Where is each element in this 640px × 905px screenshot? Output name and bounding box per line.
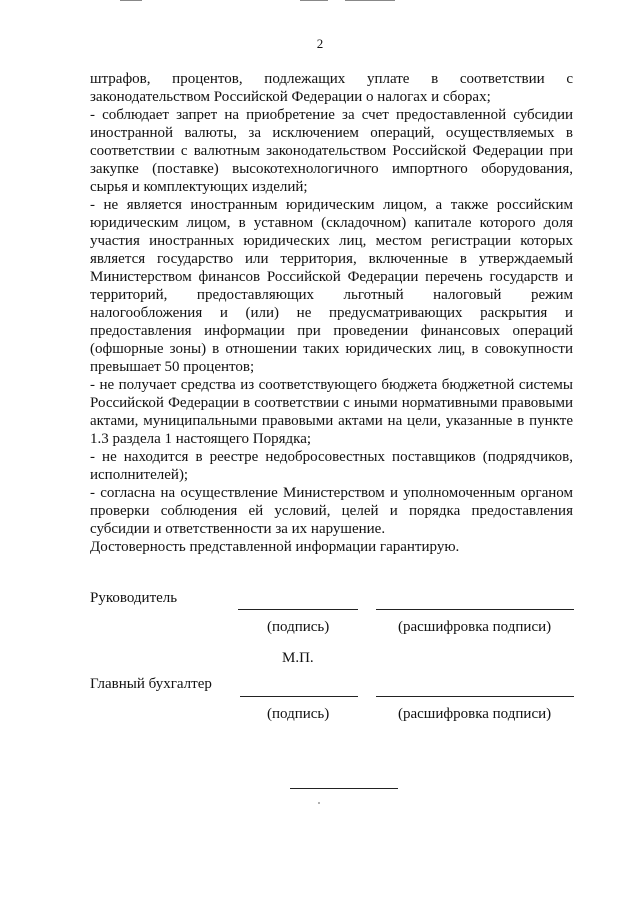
scan-artifact [120,0,142,1]
scan-artifact [345,0,395,1]
scan-artifact [318,802,320,804]
head-signature-line [238,609,358,610]
paragraph: - соблюдает запрет на приобретение за счет предоставленной субсидии иностранной валюты, за исключением операций, осуществляемых в соответствии с валютным законодательством Российской Федерации при закупке (поставке) высокотехнологичного импортного оборудования, сырья и комплектующих изделий; [90,107,573,195]
head-decoding-line [376,609,574,610]
paragraph: - не является иностранным юридическим лицом, а также российским юридическим лицом, в уставном (складочном) капитале которого доля участия иностранных юридических лиц, местом регистрации которых является государство или территория, включенные в утверждаемый Министерством финансов Российской Федерации перечень государств и территорий, предоставляющих льготный налоговый режим налогообложения и (или) не предусматривающих раскрытия и предоставления информации при проведении финансовых операций (офшорные зоны) в отношении таких юридических лиц, в совокупности превышает 50 процентов; [90,197,573,375]
body-text [90,70,573,556]
paragraph: - не получает средства из соответствующего бюджета бюджетной системы Российской Федерации в соответствии с иными нормативными правовыми актами, муниципальными правовыми актами на цели, указанные в пункте 1.3 раздела 1 настоящего Порядка; [90,377,573,447]
end-divider [290,788,398,789]
accountant-label: Главный бухгалтер [90,676,212,692]
paragraph: - согласна на осуществление Министерством и уполномоченным органом проверки соблюдения ей условий, целей и порядка предоставления субсидии и ответственности за их нарушение. [90,485,573,537]
page-number: 2 [316,36,324,51]
paragraph: штрафов, процентов, подлежащих уплате в соответствии с законодательством Российской Федерации о налогах и сборах; [90,71,573,105]
accountant-signature-caption: (подпись) [267,706,330,722]
scan-artifact [300,0,328,1]
accountant-decoding-caption: (расшифровка подписи) [398,706,552,722]
head-label: Руководитель [90,590,178,606]
paragraph: - не находится в реестре недобросовестных поставщиков (подрядчиков, исполнителей); [90,449,573,483]
seal-label: М.П. [282,650,314,666]
head-decoding-caption: (расшифровка подписи) [398,619,552,635]
accountant-decoding-line [376,696,574,697]
head-signature-caption: (подпись) [267,619,330,635]
paragraph: Достоверность представленной информации гарантирую. [90,539,460,555]
accountant-signature-line [240,696,358,697]
